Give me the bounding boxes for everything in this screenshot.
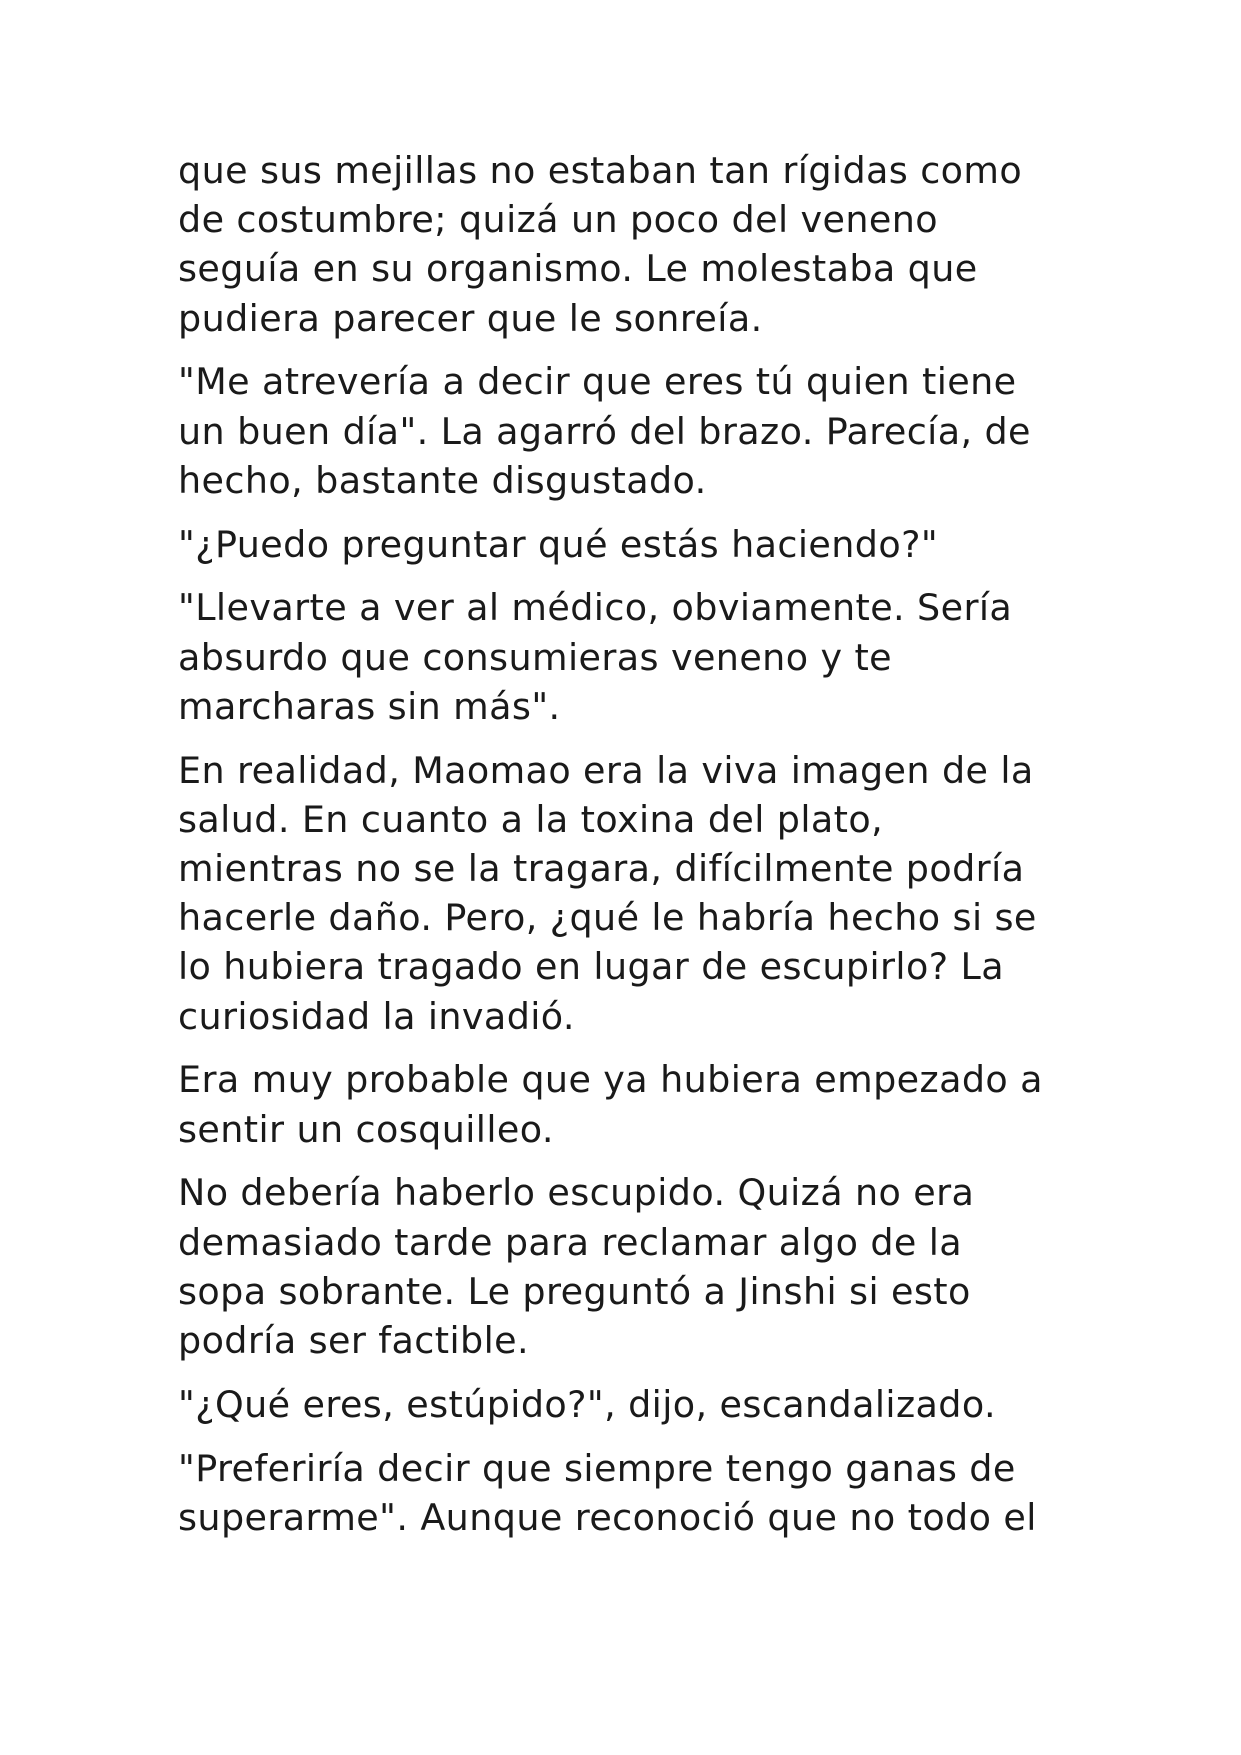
text-line: de costumbre; quizá un poco del veneno: [178, 198, 938, 242]
paragraph: [178, 1055, 1078, 1153]
paragraph: [178, 1444, 1078, 1542]
text-line: sopa sobrante. Le preguntó a Jinshi si esto: [178, 1269, 971, 1313]
text-line: pudiera parecer que le sonreía.: [178, 296, 763, 340]
text-line: hacerle daño. Pero, ¿qué le habría hecho si se: [178, 896, 1037, 940]
paragraph: [178, 746, 1078, 1041]
paragraph: [178, 357, 1078, 505]
text-line: "¿Qué eres, estúpido?", dijo, escandalizado.: [178, 1382, 996, 1426]
text-line: que sus mejillas no estaban tan rígidas como: [178, 149, 1023, 192]
body-text: [178, 146, 1078, 1557]
text-line: podría ser factible.: [178, 1319, 529, 1363]
text-line: "Me atrevería a decir que eres tú quien tiene: [178, 360, 1017, 404]
paragraph: [178, 146, 1078, 343]
text-line: marcharas sin más".: [178, 684, 561, 728]
text-line: No debería haberlo escupido. Quizá no era: [178, 1171, 975, 1215]
text-line: hecho, bastante disgustado.: [178, 458, 707, 502]
text-line: salud. En cuanto a la toxina del plato,: [178, 797, 884, 841]
text-line: En realidad, Maomao era la viva imagen de la: [178, 748, 1034, 792]
text-line: demasiado tarde para reclamar algo de la: [178, 1220, 963, 1264]
text-line: lo hubiera tragado en lugar de escupirlo? La: [178, 945, 1004, 989]
text-line: absurdo que consumieras veneno y te: [178, 635, 893, 679]
text-line: seguía en su organismo. Le molestaba que: [178, 247, 978, 291]
text-line: Era muy probable que ya hubiera empezado a: [178, 1058, 1043, 1102]
text-line: "¿Puedo preguntar qué estás haciendo?": [178, 522, 939, 566]
paragraph: [178, 583, 1078, 731]
paragraph: [178, 520, 1078, 569]
text-line: mientras no se la tragara, difícilmente podría: [178, 847, 1025, 891]
text-line: "Preferiría decir que siempre tengo ganas de: [178, 1446, 1016, 1490]
text-line: sentir un cosquilleo.: [178, 1107, 554, 1151]
paragraph: [178, 1380, 1078, 1429]
text-line: un buen día". La agarró del brazo. Parecía, de: [178, 409, 1031, 453]
text-line: superarme". Aunque reconoció que no todo el: [178, 1495, 1037, 1539]
text-line: curiosidad la invadió.: [178, 994, 575, 1038]
text-line: "Llevarte a ver al médico, obviamente. Sería: [178, 586, 1013, 630]
paragraph: [178, 1168, 1078, 1365]
